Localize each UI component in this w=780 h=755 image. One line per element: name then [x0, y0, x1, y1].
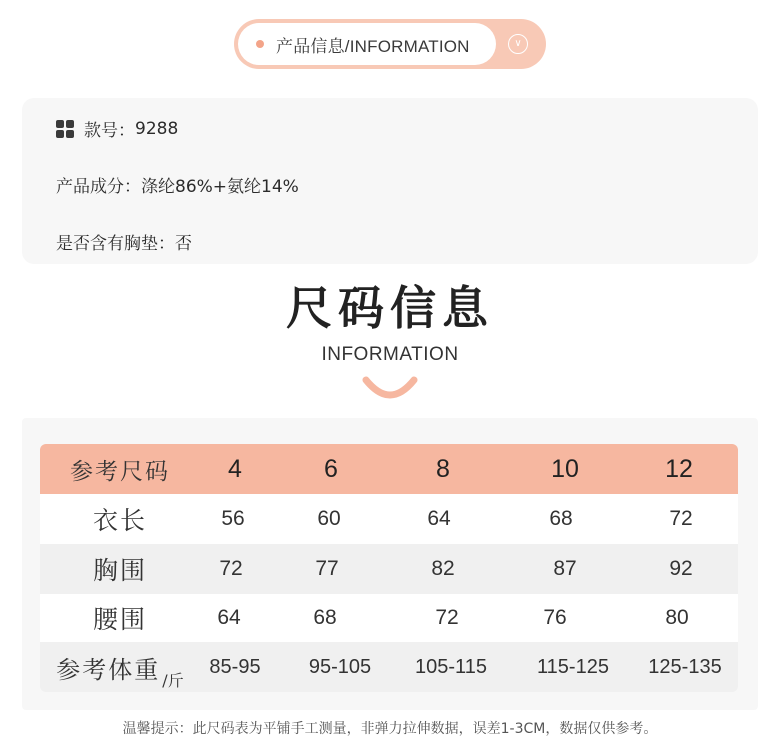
size-cell: 6 [324, 454, 338, 483]
size-cell: 12 [665, 454, 693, 483]
table-cell: 72 [669, 507, 693, 530]
table-cell: 125-135 [648, 655, 722, 678]
table-cell: 64 [217, 606, 241, 629]
size-section-title: 尺码信息 [286, 281, 494, 335]
table-cell: 76 [543, 606, 567, 629]
table-cell: 87 [553, 557, 577, 580]
size-table-header [40, 444, 738, 494]
padding-label: 是否含有胸垫： [56, 234, 175, 254]
table-cell: 95-105 [308, 655, 372, 678]
grid-icon [56, 120, 74, 138]
padding-value: 否 [175, 234, 192, 254]
row-label [40, 650, 200, 690]
row-label: 胸围 [92, 556, 147, 585]
table-row [40, 544, 738, 594]
table-cell: 82 [431, 557, 455, 580]
table-cell: 56 [221, 507, 245, 530]
style-number-value: 9288 [135, 118, 179, 139]
table-cell: 68 [313, 606, 337, 629]
table-cell: 92 [669, 557, 693, 580]
table-cell: 72 [219, 557, 243, 580]
style-number-label: 款号： [84, 121, 135, 141]
table-cell: 68 [549, 507, 573, 530]
row-label: 衣长 [92, 506, 147, 535]
header-label: 参考尺码 [70, 458, 170, 485]
material-value: 涤纶86%+氨纶14% [141, 177, 299, 197]
row-label: 腰围 [92, 605, 147, 634]
material-row [56, 172, 299, 197]
size-section-subtitle: INFORMATION [321, 344, 459, 365]
table-cell: 72 [435, 606, 459, 629]
table-cell: 64 [427, 507, 451, 530]
chevron-down-circle-icon[interactable]: ∨ [508, 34, 528, 54]
size-cell: 8 [436, 454, 450, 483]
style-number-row [56, 116, 178, 141]
section-header-title: 产品信息/INFORMATION [276, 36, 470, 56]
size-cell: 4 [228, 454, 242, 483]
pill-label-container [238, 23, 496, 65]
table-row [40, 494, 738, 544]
row-label-text: 参考体重 [56, 655, 161, 684]
size-cell: 10 [551, 454, 579, 483]
bullet-dot-icon [256, 40, 264, 48]
smile-curve-icon [360, 360, 420, 408]
table-row [40, 642, 738, 692]
padding-row [56, 229, 192, 254]
table-cell: 60 [317, 507, 341, 530]
table-cell: 115-125 [537, 655, 609, 678]
table-cell: 77 [315, 557, 339, 580]
footer-note: 温馨提示：此尺码表为平铺手工测量，非弹力拉伸数据，误差1-3CM，数据仅供参考。 [122, 721, 658, 737]
table-cell: 105-115 [415, 655, 487, 678]
section-header-pill [234, 19, 546, 69]
row-label-unit: /斤 [162, 670, 184, 690]
material-label: 产品成分： [56, 177, 141, 197]
table-cell: 80 [665, 606, 689, 629]
table-row [40, 594, 738, 642]
table-cell: 85-95 [209, 655, 261, 678]
